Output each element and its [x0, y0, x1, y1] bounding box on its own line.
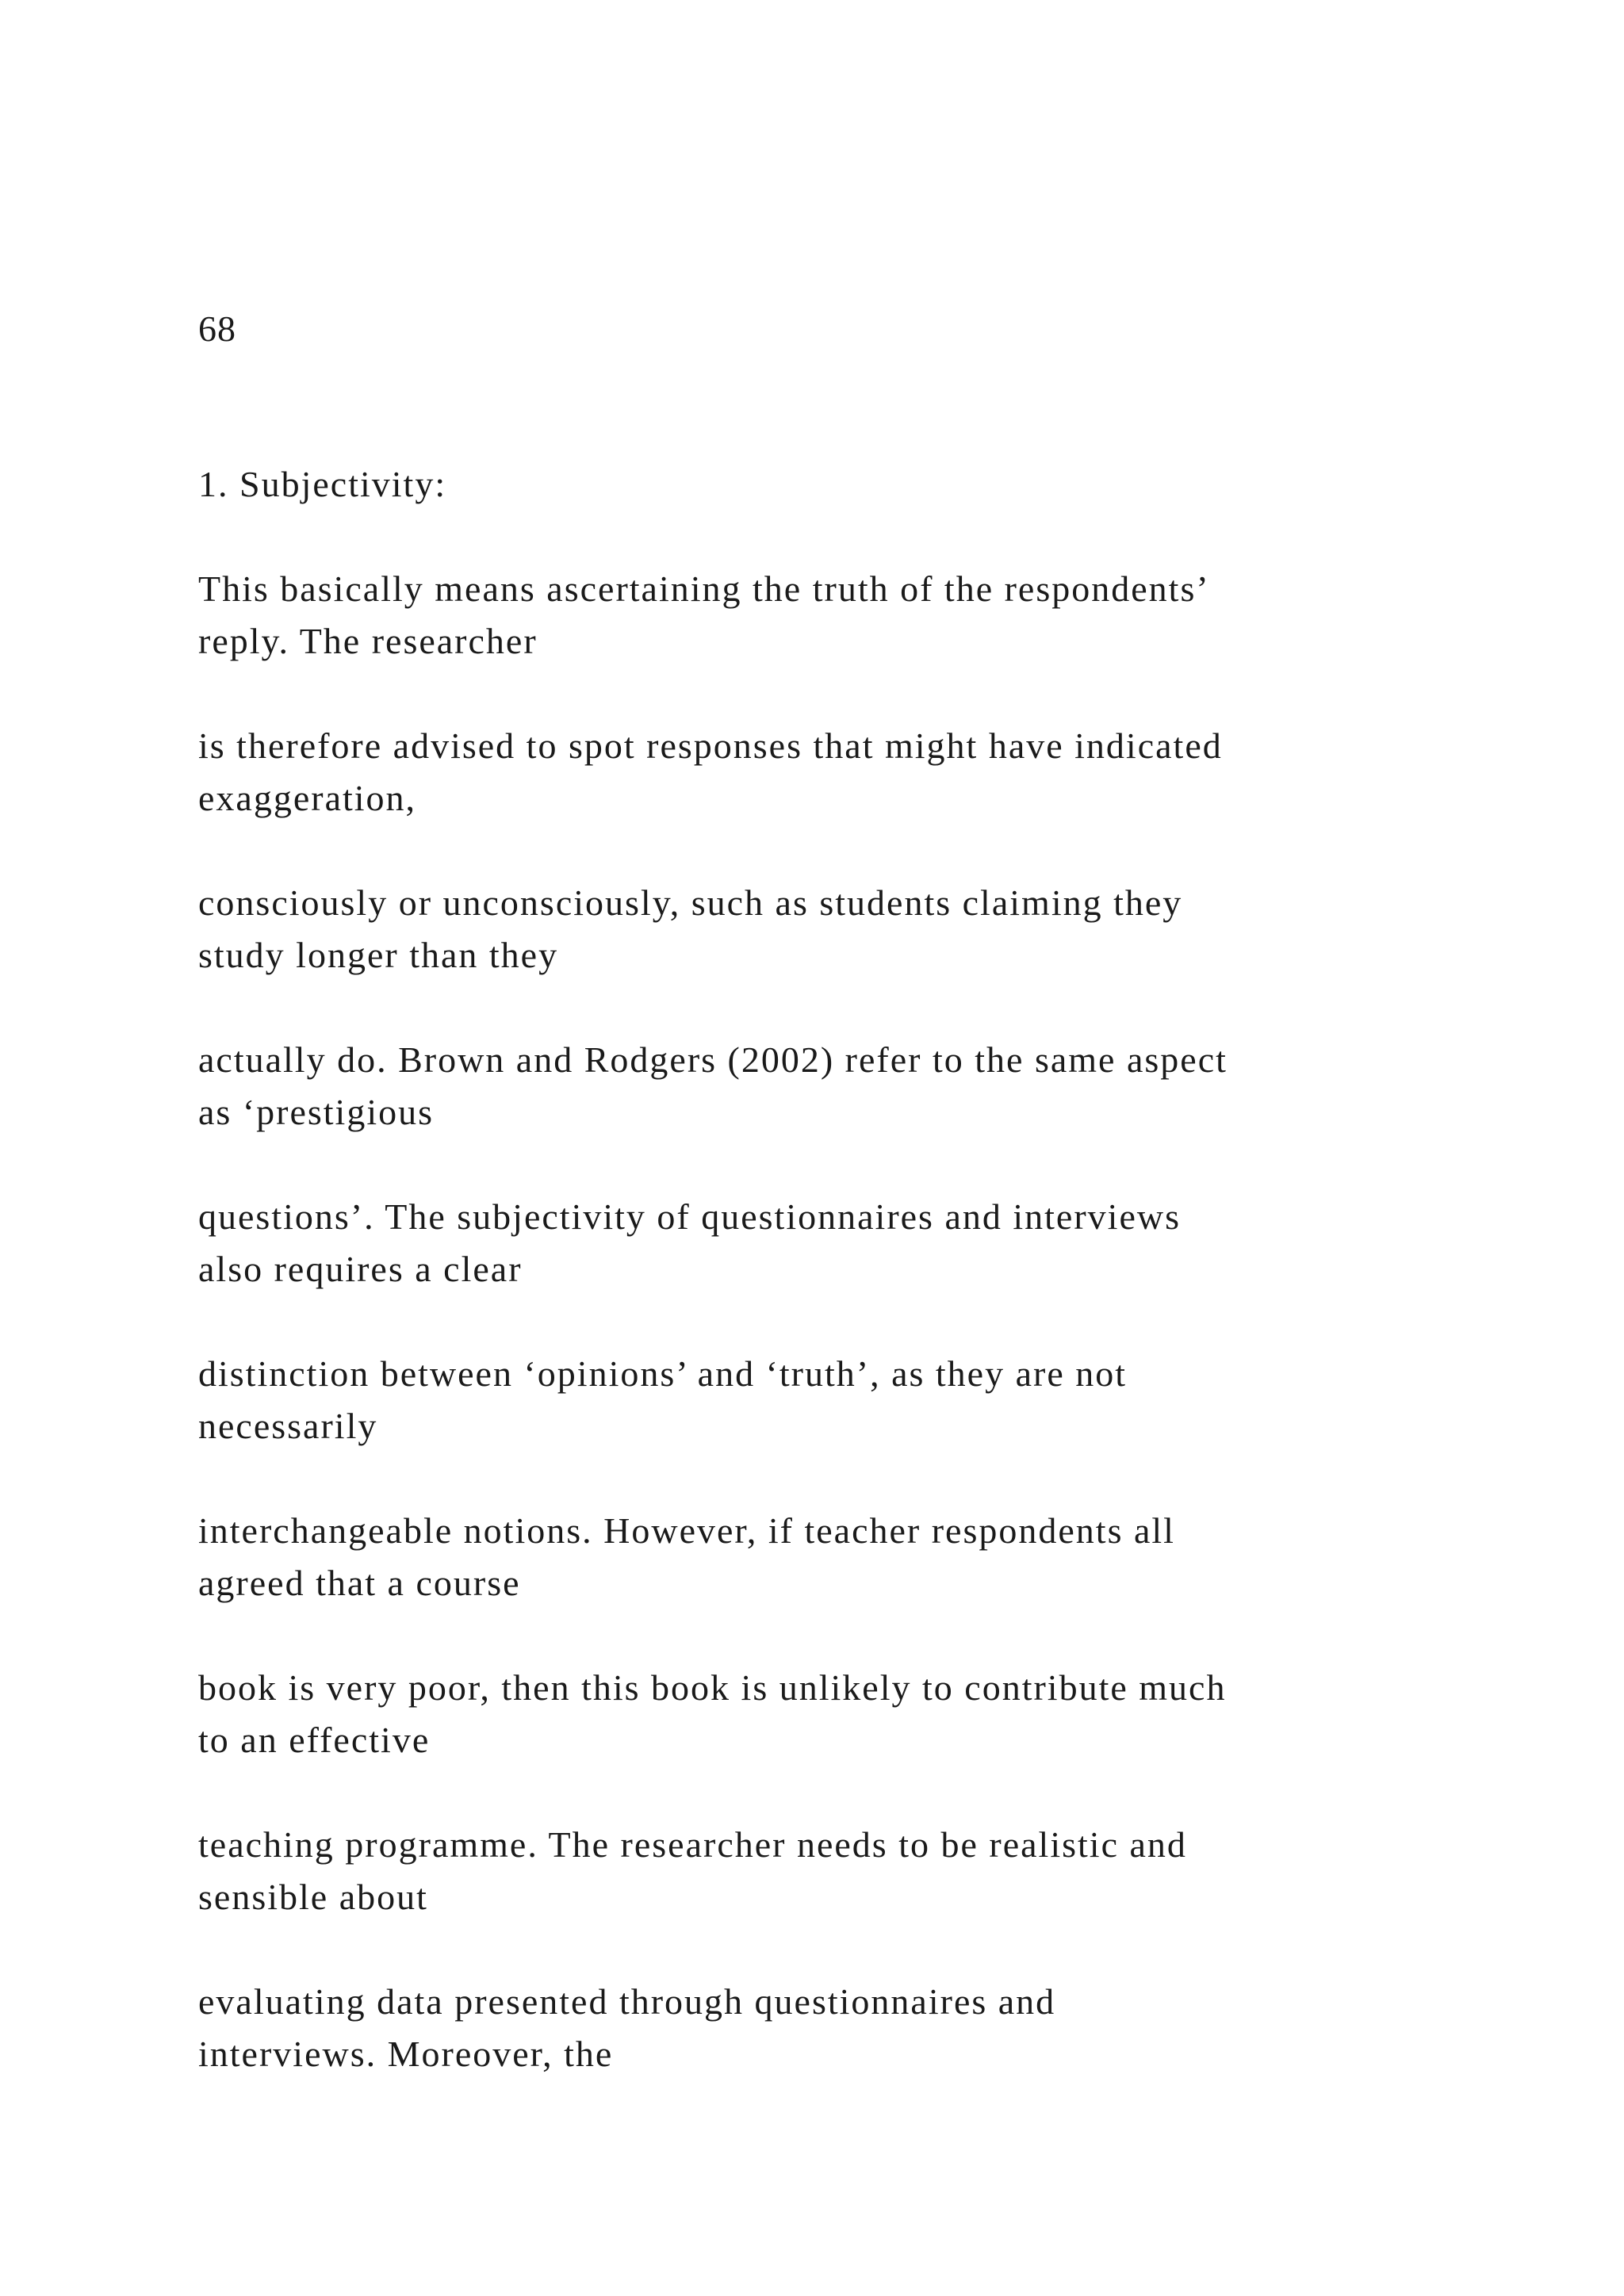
text-line: distinction between ‘opinions’ and ‘truth’, as they are not — [198, 1353, 1128, 1394]
text-line-pair — [198, 1662, 1499, 1766]
text-line: to an effective — [198, 1720, 431, 1760]
text-line-pair — [198, 1034, 1499, 1138]
text-line: evaluating data presented through questionnaires and — [198, 1981, 1056, 2022]
text-line: questions’. The subjectivity of questionnaires and interviews — [198, 1196, 1181, 1237]
text-line: reply. The researcher — [198, 621, 538, 661]
page-number: 68 — [198, 308, 236, 349]
section-heading: 1. Subjectivity: — [198, 464, 447, 504]
body-text — [198, 563, 1499, 2133]
text-line: book is very poor, then this book is unlikely to contribute much — [198, 1667, 1227, 1708]
text-line: also requires a clear — [198, 1249, 523, 1289]
text-line-pair — [198, 563, 1499, 668]
text-line-pair — [198, 1348, 1499, 1452]
text-line: teaching programme. The researcher needs to be realistic and — [198, 1824, 1187, 1865]
text-line: This basically means ascertaining the truth of the respondents’ — [198, 568, 1210, 609]
text-line: actually do. Brown and Rodgers (2002) refer to the same aspect — [198, 1039, 1228, 1080]
text-line-pair — [198, 1976, 1499, 2080]
text-line-pair — [198, 1191, 1499, 1295]
text-line: study longer than they — [198, 935, 559, 975]
text-line: agreed that a course — [198, 1563, 521, 1603]
text-line: consciously or unconsciously, such as students claiming they — [198, 882, 1183, 923]
text-line: is therefore advised to spot responses that might have indicated — [198, 725, 1223, 766]
text-line: sensible about — [198, 1877, 428, 1917]
text-line: interchangeable notions. However, if teacher respondents all — [198, 1510, 1175, 1551]
text-line-pair — [198, 877, 1499, 982]
text-line: necessarily — [198, 1406, 378, 1446]
text-line-pair — [198, 720, 1499, 825]
text-line: interviews. Moreover, the — [198, 2034, 614, 2074]
text-line: as ‘prestigious — [198, 1092, 435, 1132]
text-line: exaggeration, — [198, 778, 417, 818]
text-line-pair — [198, 1505, 1499, 1609]
text-line-pair — [198, 1819, 1499, 1923]
